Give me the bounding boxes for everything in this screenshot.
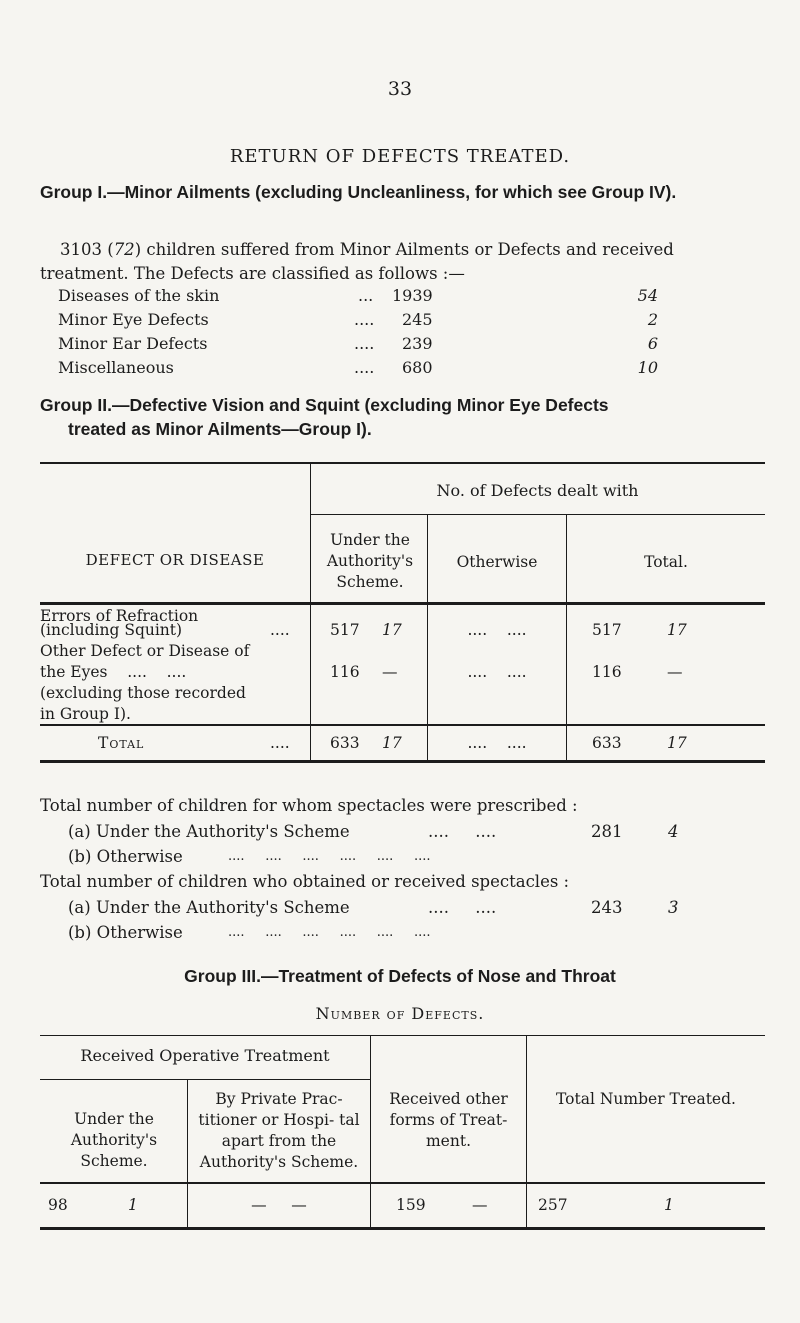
obtained-a-label: (a) Under the Authority's Scheme	[68, 898, 350, 917]
item-dots: ....	[354, 334, 375, 353]
header-authority: Under the Authority's Scheme.	[326, 531, 414, 591]
header-operative: Received Operative Treatment	[80, 1046, 330, 1065]
row1-total-extra: 17	[667, 621, 687, 639]
val-authority-extra: 1	[128, 1196, 138, 1214]
table-rule	[40, 1182, 765, 1184]
row1-label-b	[40, 620, 308, 641]
obtained-b-label: (b) Otherwise	[68, 923, 183, 942]
table-rule	[40, 760, 765, 763]
table-rule	[310, 462, 311, 760]
item-label: Diseases of the skin	[58, 286, 220, 305]
row2-label-b: the Eyes .... ....	[40, 663, 187, 681]
item-dots: ...	[358, 286, 374, 305]
item-dots: ....	[354, 358, 375, 377]
list-item	[58, 310, 678, 334]
group1-intro-line2: treatment. The Defects are classified as follows :—	[40, 264, 465, 283]
list-item	[58, 334, 678, 358]
table-rule	[40, 602, 765, 605]
row1-dots: ....	[270, 621, 290, 639]
group3-heading: Group III.—Treatment of Defects of Nose and Throat	[184, 966, 616, 986]
prescribed-a	[68, 820, 768, 844]
table-rule	[40, 1035, 765, 1036]
val-total-extra: 1	[664, 1196, 674, 1214]
obtained-a-extra: 3	[668, 898, 679, 917]
prescribed-b-label: (b) Otherwise	[68, 847, 183, 866]
row2-other: .... ....	[467, 663, 527, 681]
header-other-forms: Received other forms of Treat- ment.	[389, 1090, 508, 1150]
row2-auth-extra: —	[382, 663, 398, 681]
row1-label-a: Errors of Refraction	[40, 607, 199, 625]
item-extra: 10	[637, 358, 658, 377]
table-rule	[40, 1227, 765, 1230]
row1-label-b-text: (including Squint)	[40, 621, 183, 639]
total-dots: ....	[270, 734, 290, 752]
table-rule	[40, 1079, 370, 1080]
defects-table	[40, 462, 765, 762]
item-label: Miscellaneous	[58, 358, 174, 377]
row2-total: 116	[592, 663, 622, 681]
group3-subheading: Number of Defects.	[315, 1004, 485, 1023]
prescribed-b-dots: .... .... .... .... .... ....	[228, 849, 431, 864]
obtained-a-dots: .... ....	[428, 898, 497, 917]
prescribed-heading: Total number of children for whom spectacles were prescribed :	[40, 796, 578, 815]
row2-label-a: Other Defect or Disease of	[40, 642, 250, 660]
val-other-forms: 159	[396, 1196, 426, 1214]
group1-heading: Group I.—Minor Ailments (excluding Uncleanliness, for which see Group IV).	[40, 182, 677, 202]
header-defect: DEFECT OR DISEASE	[85, 551, 265, 569]
table-rule	[40, 462, 765, 464]
header-private: By Private Prac- titioner or Hospi- tal apart from the Authority's Scheme.	[198, 1090, 360, 1171]
row1-total: 517	[592, 621, 622, 639]
total-other: .... ....	[467, 734, 527, 752]
val-other-forms-extra: —	[472, 1196, 488, 1214]
row1-other: .... ....	[467, 621, 527, 639]
obtained-a-count: 243	[591, 898, 623, 917]
total-total: 633	[592, 734, 622, 752]
item-extra: 54	[637, 286, 658, 305]
prescribed-a-count: 281	[591, 822, 623, 841]
row2-auth: 116	[330, 663, 360, 681]
row2-total-extra: —	[667, 663, 683, 681]
intro-line1: children suffered from Minor Ailments or Defects and received	[146, 240, 674, 259]
table-rule	[310, 514, 765, 515]
table-rule	[370, 1035, 371, 1227]
item-label: Minor Eye Defects	[58, 310, 209, 329]
intro-paren: 72	[113, 240, 135, 259]
table-rule	[526, 1035, 527, 1227]
total-total-extra: 17	[667, 734, 687, 752]
row2-label-d: in Group I).	[40, 705, 131, 723]
nose-throat-table	[40, 1035, 765, 1285]
val-authority: 98	[48, 1196, 68, 1214]
prescribed-a-extra: 4	[668, 822, 679, 841]
list-item	[58, 286, 678, 310]
obtained-heading: Total number of children who obtained or received spectacles :	[40, 872, 570, 891]
row1-auth: 517	[330, 621, 360, 639]
page-title: RETURN OF DEFECTS TREATED.	[229, 146, 571, 167]
total-auth: 633	[330, 734, 360, 752]
prescribed-b	[68, 845, 768, 869]
total-auth-extra: 17	[382, 734, 402, 752]
header-otherwise: Otherwise	[456, 553, 538, 571]
page-number: 33	[387, 78, 413, 100]
val-total: 257	[538, 1196, 568, 1214]
obtained-b	[68, 921, 768, 945]
table-rule	[566, 514, 567, 760]
item-extra: 6	[647, 334, 658, 353]
prescribed-a-dots: .... ....	[428, 822, 497, 841]
header-authority: Under the Authority's Scheme.	[70, 1110, 158, 1170]
row2-label-c: (excluding those recorded	[40, 684, 246, 702]
intro-count: 3103	[60, 240, 102, 259]
item-extra: 2	[647, 310, 658, 329]
val-private: — —	[251, 1196, 307, 1214]
item-count: 239	[402, 334, 433, 353]
prescribed-a-label: (a) Under the Authority's Scheme	[68, 822, 350, 841]
header-dealt-with: No. of Defects dealt with	[436, 481, 639, 500]
total-label: Total	[98, 734, 145, 752]
item-count: 245	[402, 310, 433, 329]
row1-auth-extra: 17	[382, 621, 402, 639]
item-count: 1939	[392, 286, 433, 305]
group1-intro: 3103 (72) children suffered from Minor Ailments or Defects and received	[60, 240, 674, 259]
item-label: Minor Ear Defects	[58, 334, 208, 353]
list-item	[58, 358, 678, 382]
obtained-b-dots: .... .... .... .... .... ....	[228, 925, 431, 940]
header-total: Total.	[644, 553, 688, 571]
header-total: Total Number Treated.	[556, 1090, 736, 1108]
group2-heading-line2: treated as Minor Ailments—Group I).	[68, 419, 372, 439]
item-dots: ....	[354, 310, 375, 329]
obtained-a	[68, 896, 768, 920]
group2-heading-line1: Group II.—Defective Vision and Squint (excluding Minor Eye Defects	[40, 395, 609, 415]
item-count: 680	[402, 358, 433, 377]
